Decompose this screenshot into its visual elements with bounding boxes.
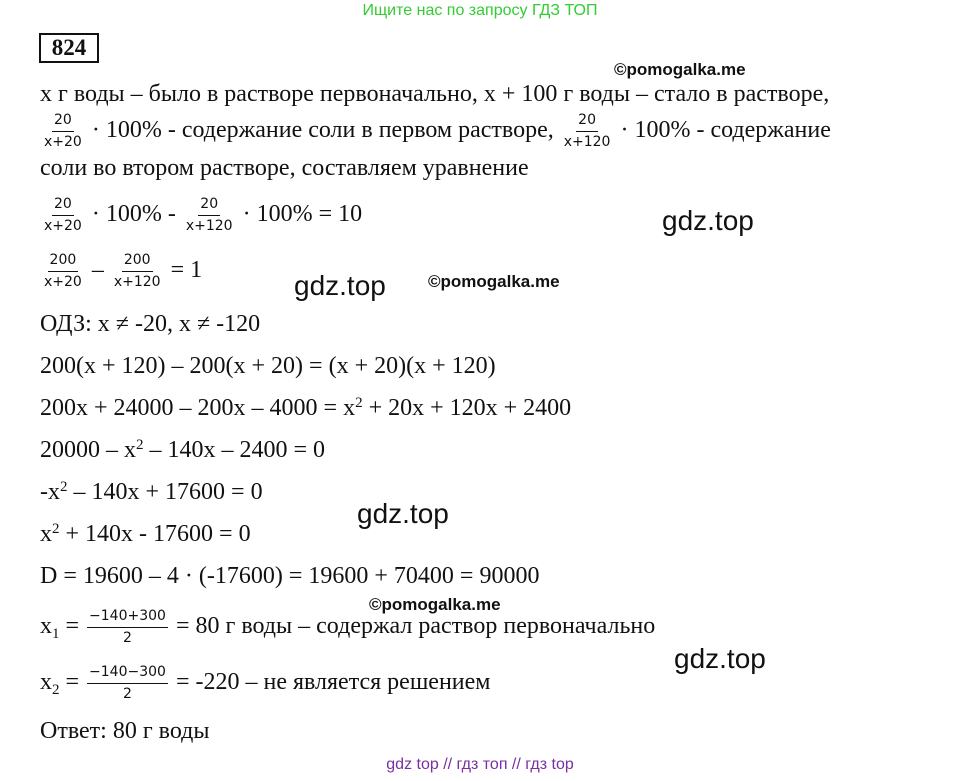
watermark-pomogalka: ©pomogalka.me: [369, 595, 501, 614]
equation-6: $-x^2 - 140x + 17600 = 0$: [40, 479, 263, 505]
intro-line-1: x г воды – было в растворе первоначально, x + 100 г воды – стало в растворе,: [40, 81, 830, 107]
odz-line: ОДЗ: x ≠ -20, x ≠ -120: [40, 311, 261, 337]
equation-1: $\frac{20}{x+20}$ · 100% - $\frac{20}{x+120}$ · 100% = 10: [44, 196, 363, 234]
fraction: $\frac{20}{x+20}$: [44, 196, 82, 234]
fraction: $\frac{-140-300}{2}$: [89, 664, 166, 702]
intro-line-3: соли во втором растворе, составляем уравнение: [40, 155, 529, 181]
answer-line: Ответ: 80 г воды: [40, 718, 210, 744]
equation-3: 200(x + 120) – 200(x + 20) = (x + 20)(x + 120): [40, 353, 496, 379]
root-x1: $x_1$ = $\frac{-140+300}{2}$ = 80 г воды – содержал раствор первоначально: [40, 608, 656, 646]
discriminant-line: D = 19600 – 4 · (-17600) = 19600 + 70400 = 90000: [40, 563, 540, 589]
watermark-pomogalka: ©pomogalka.me: [428, 272, 560, 291]
fraction: $\frac{-140+300}{2}$: [89, 608, 166, 646]
task-number: 824: [39, 33, 99, 63]
equation-5: $20000 - x^2 - 140x - 2400 = 0$: [40, 437, 326, 463]
fraction: $\frac{200}{x+20}$: [44, 252, 82, 290]
fraction: $\frac{20}{x+120}$: [563, 112, 611, 150]
equation-4: $200x + 24000 - 200x - 4000 = x^2 + 20x + 120x + 2400$: [40, 395, 572, 421]
watermark-gdz: gdz.top: [294, 270, 386, 301]
footer-links[interactable]: gdz top // гдз топ // гдз top: [386, 756, 574, 773]
fraction: $\frac{200}{x+120}$: [113, 252, 161, 290]
watermark-gdz: gdz.top: [674, 643, 766, 674]
equation-2: $\frac{200}{x+20}$ – $\frac{200}{x+120}$ = 1: [44, 252, 203, 290]
fraction: $\frac{20}{x+120}$: [185, 196, 233, 234]
fraction: $\frac{20}{x+20}$: [44, 112, 82, 150]
intro-line-2: $\frac{20}{x+20}$ · 100% - содержание соли в первом растворе, $\frac{20}{x+120}$ · 100% - содержание: [44, 112, 831, 150]
watermark-pomogalka: ©pomogalka.me: [614, 60, 746, 79]
equation-7: $x^2 + 140x - 17600 = 0$: [40, 521, 251, 547]
watermark-gdz: gdz.top: [357, 498, 449, 529]
root-x2: $x_2$ = $\frac{-140-300}{2}$ = -220 – не является решением: [40, 664, 491, 702]
top-banner[interactable]: Ищите нас по запросу ГДЗ ТОП: [362, 2, 598, 19]
watermark-gdz: gdz.top: [662, 205, 754, 236]
